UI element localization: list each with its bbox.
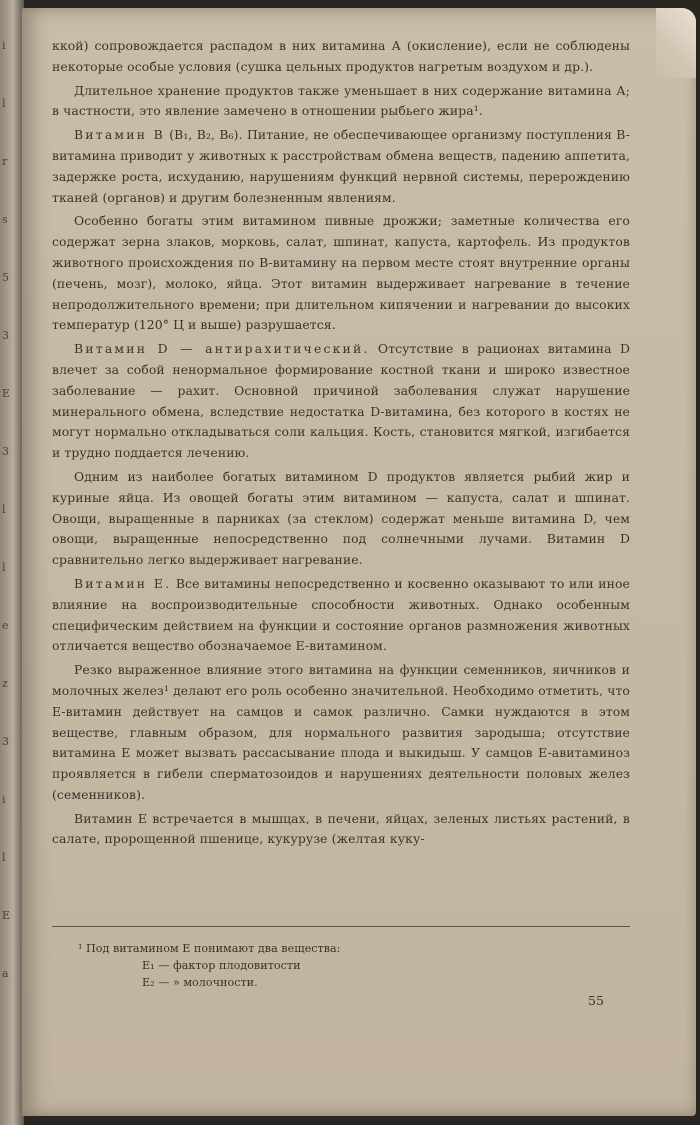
section-heading: Витамин B xyxy=(74,127,165,143)
section-heading: Витамин E. xyxy=(74,575,172,591)
footnote-rule xyxy=(52,926,630,927)
margin-mark: 3 xyxy=(2,329,9,342)
margin-mark: z xyxy=(2,677,8,690)
paragraph xyxy=(52,125,630,208)
paragraph-text: ккой) сопровождается распадом в них витамина А (окисление), если не соблюдены некоторые особые условия (сушка цельных продуктов нагретым воздухом и др.). xyxy=(52,38,630,74)
footnote-line: ¹ Под витамином E понимают два вещества: xyxy=(78,942,341,955)
margin-mark: i xyxy=(2,793,6,806)
footnote xyxy=(78,940,598,991)
margin-mark: 3 xyxy=(2,445,9,458)
paragraph-text: Длительное хранение продуктов также уменьшает в них содержание витамина А; в частности, это явление замечено в отношении рыбьего жира¹. xyxy=(52,82,630,119)
book-page xyxy=(22,8,696,1116)
paragraph-text: Все витамины непосредственно и косвенно оказывают то или иное влияние на воспроизводительные способности животных. Однако особенным специфическим действием на функции и состояние органов размножения животных отличается вещество обозначаемое E-витамином. xyxy=(52,575,630,654)
page-corner-curl xyxy=(656,8,696,78)
margin-mark: E xyxy=(2,909,11,922)
paragraph xyxy=(52,36,630,78)
margin-mark: l xyxy=(2,503,6,516)
paragraph-text: (B₁, B₂, B₆). Питание, не обеспечивающее организму поступления B-витамина приводит у животных к расстройствам обмена веществ, падению аппетита, задержке роста, исхуданию, нарушениям функций нервной системы, перерождению тканей (органов) и другим болезненным явлениям. xyxy=(52,127,630,205)
paragraph-text: Витамин E встречается в мышцах, в печени, яйцах, зеленых листьях растений, в салате, пророщенной пшенице, кукурузе (желтая куку- xyxy=(52,810,630,847)
margin-mark: i xyxy=(2,39,6,52)
margin-mark: r xyxy=(2,155,8,168)
margin-mark: s xyxy=(2,213,8,226)
margin-mark: e xyxy=(2,619,9,632)
body-text xyxy=(52,36,630,853)
paragraph-text: Особенно богаты этим витамином пивные дрожжи; заметные количества его содержат зерна злаков, морковь, салат, шпинат, капуста, картофель. Из продуктов животного происхождения по B-витамину на первом месте стоят внутренние органы (печень, мозг), молоко, яйца. Этот витамин выдерживает нагревание в течение непродолжительного времени; при длительном кипячении и нагревании до высоких температур (120° Ц и выше) разрушается. xyxy=(52,213,630,333)
section-heading: Витамин D — антирахитический. xyxy=(74,341,370,357)
paragraph-text: Резко выраженное влияние этого витамина на функции семенников, яичников и молочных желез¹ делают его роль особенно значительной. Необходимо отметить, что E-витамин действует на самцов и самок различно. Самки нуждаются в этом веществе, главным образом, для нормального развития зародыша; отсутствие витамина E может вызвать рассасывание плода и выкидыш. У самцов E-авитаминоз проявляется в гибели сперматозоидов и нарушениях деятельности половых желез (семенников). xyxy=(52,662,630,802)
page-number: 55 xyxy=(588,993,604,1008)
paragraph xyxy=(52,809,630,851)
paragraph-text: Отсутствие в рационах витамина D влечет за собой ненормальное формирование костной ткани и широко известное заболевание — рахит. Основной причиной заболевания служат нарушение минерального обмена, вследствие недостатка D-витамина, без которого в костях не могут нормально откладываться соли кальция. Кость, становится мягкой, изгибается и трудно поддается лечению. xyxy=(52,341,630,461)
margin-mark: l xyxy=(2,561,6,574)
paragraph xyxy=(52,574,630,657)
paragraph xyxy=(52,211,630,336)
left-page-edge xyxy=(0,0,24,1125)
footnote-line: E₂ — » молочности. xyxy=(142,976,258,989)
paragraph xyxy=(52,339,630,464)
margin-mark: l xyxy=(2,851,6,864)
paragraph-text: Одним из наиболее богатых витамином D продуктов является рыбий жир и куриные яйца. Из овощей богаты этим витамином — капуста, салат и шпинат. Овощи, выращенные в парниках (за стеклом) содержат меньше витамина D, чем овощи, выращенные непосредственно под солнечными лучами. Витамин D сравнительно легко выдерживает нагревание. xyxy=(52,468,630,568)
margin-mark: l xyxy=(2,97,6,110)
margin-mark: 3 xyxy=(2,735,9,748)
paragraph xyxy=(52,467,630,571)
margin-mark: E xyxy=(2,387,11,400)
paragraph xyxy=(52,660,630,806)
paragraph xyxy=(52,81,630,123)
margin-mark: 5 xyxy=(2,271,9,284)
margin-mark: a xyxy=(2,967,9,980)
footnote-line: E₁ — фактор плодовитости xyxy=(142,959,301,972)
